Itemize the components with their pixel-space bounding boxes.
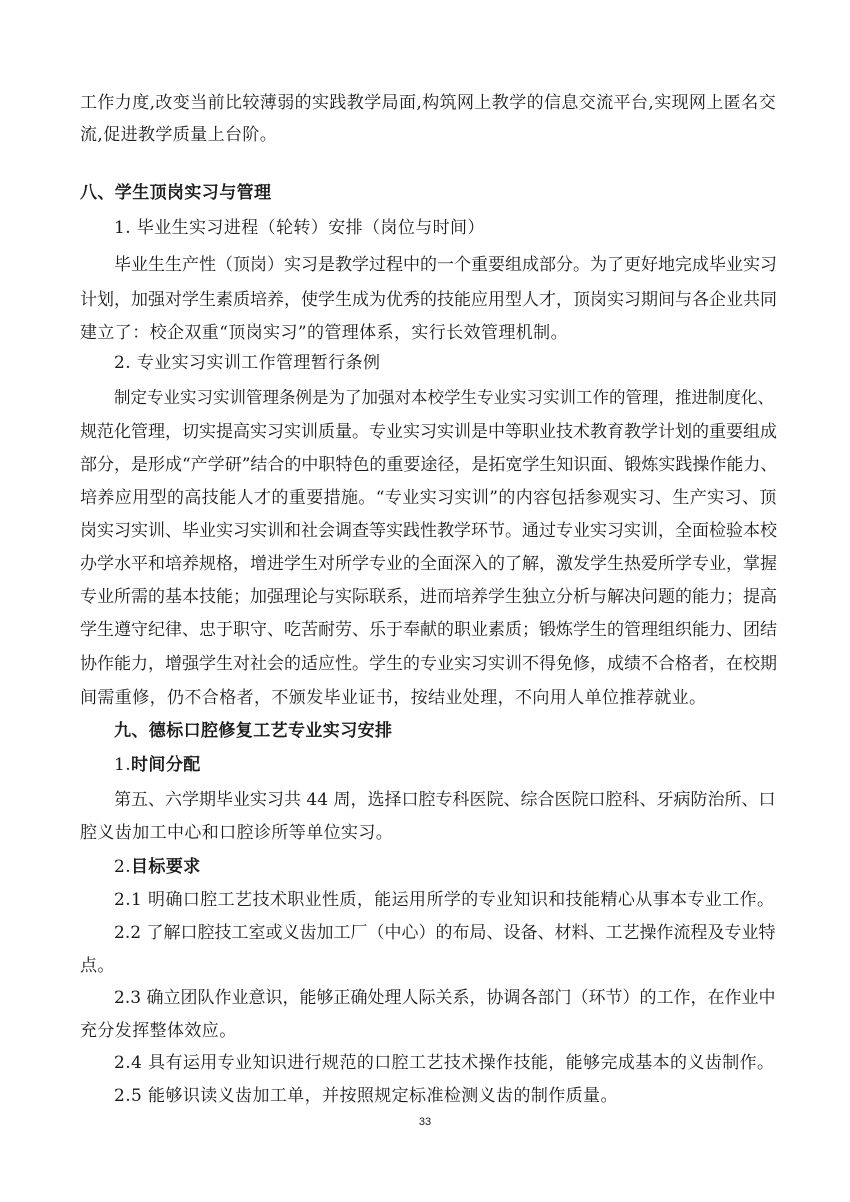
section-9-para-1-line-1: 第五、六学期毕业实习共 44 周，选择口腔专科医院、综合医院口腔科、牙病防治所、口	[114, 790, 776, 810]
section-9-subheading-1-label: 时间分配	[131, 755, 201, 775]
section-8-para-1-line-2: 计划，加强对学生素质培养，使学生成为优秀的技能应用型人才，顶岗实习期间与各企业共同	[80, 290, 777, 310]
section-8-para-1-line-3: 建立了：校企双重“顶岗实习”的管理体系，实行长效管理机制。	[80, 323, 568, 343]
goal-2-1: 2.1 明确口腔工艺技术职业性质，能运用所学的专业知识和技能精心从事本专业工作。	[114, 890, 775, 910]
section-8-para-2-line-2: 规范化管理，切实提高实习实训质量。专业实习实训是中等职业技术教育教学计划的重要组成	[80, 422, 777, 442]
section-8-para-2-line-4: 培养应用型的高技能人才的重要措施。“专业实习实训”的内容包括参观实习、生产实习、顶	[80, 488, 777, 508]
section-8-subheading-2: 2. 专业实习实训工作管理暂行条例	[114, 353, 381, 373]
goal-2-4: 2.4 具有运用专业知识进行规范的口腔工艺技术操作技能，能够完成基本的义齿制作。	[114, 1053, 775, 1073]
section-9-subheading-2-label: 目标要求	[131, 857, 201, 877]
section-8-para-2-line-8: 学生遵守纪律、忠于职守、吃苦耐劳、乐于奉献的职业素质；锻炼学生的管理组织能力、团结	[80, 620, 777, 640]
goal-2-2-line-1: 2.2 了解口腔技工室或义齿加工厂（中心）的布局、设备、材料、工艺操作流程及专业特	[114, 923, 776, 943]
section-8-para-2-line-10: 间需重修，仍不合格者，不颁发毕业证书，按结业处理，不向用人单位推荐就业。	[80, 688, 707, 708]
section-9-para-1-line-2: 腔义齿加工中心和口腔诊所等单位实习。	[80, 823, 394, 843]
section-9-subheading-2-number: 2.	[114, 857, 132, 877]
goal-2-2-line-2: 点。	[80, 956, 115, 976]
section-8-para-2-line-3: 部分，是形成“产学研”结合的中职特色的重要途径，是拓宽学生知识面、锻炼实践操作能力、	[80, 455, 778, 475]
section-9-subheading-2	[114, 856, 780, 878]
section-8-para-1-line-1: 毕业生生产性（顶岗）实习是教学过程中的一个重要组成部分。为了更好地完成毕业实习	[114, 255, 777, 275]
section-9-heading: 九、德标口腔修复工艺专业实习安排	[114, 721, 393, 741]
section-8-heading: 八、学生顶岗实习与管理	[80, 183, 272, 203]
goal-2-5: 2.5 能够识读义齿加工单，并按照规定标准检测义齿的制作质量。	[114, 1086, 618, 1106]
section-8-subheading-1: 1. 毕业生实习进程（轮转）安排（岗位与时间）	[114, 218, 485, 238]
intro-line-2: 流,促进教学质量上台阶。	[80, 125, 278, 145]
section-8-para-2-line-5: 岗实习实训、毕业实习实训和社会调查等实践性教学环节。通过专业实习实训，全面检验本校	[80, 521, 777, 541]
intro-line-1: 工作力度,改变当前比较薄弱的实践教学局面,构筑网上教学的信息交流平台,实现网上匿名交	[80, 93, 777, 113]
section-8-para-2-line-9: 协作能力，增强学生对社会的适应性。学生的专业实习实训不得免修，成绩不合格者，在校期	[80, 654, 777, 674]
goal-2-3-line-1: 2.3 确立团队作业意识，能够正确处理人际关系，协调各部门（环节）的工作，在作业中	[114, 988, 776, 1008]
section-9-subheading-1	[114, 754, 780, 776]
section-8-para-2-line-1: 制定专业实习实训管理条例是为了加强对本校学生专业实习实训工作的管理，推进制度化、	[114, 388, 774, 407]
section-9-subheading-1-number: 1.	[114, 755, 132, 775]
section-8-para-2-line-7: 专业所需的基本技能；加强理论与实际联系，进而培养学生独立分析与解决问题的能力；提高	[80, 587, 777, 607]
page-number: 33	[418, 1116, 432, 1128]
section-8-para-2-line-6: 办学水平和培养规格，增进学生对所学专业的全面深入的了解，激发学生热爱所学专业，掌握	[80, 554, 777, 574]
goal-2-3-line-2: 充分发挥整体效应。	[80, 1021, 237, 1041]
